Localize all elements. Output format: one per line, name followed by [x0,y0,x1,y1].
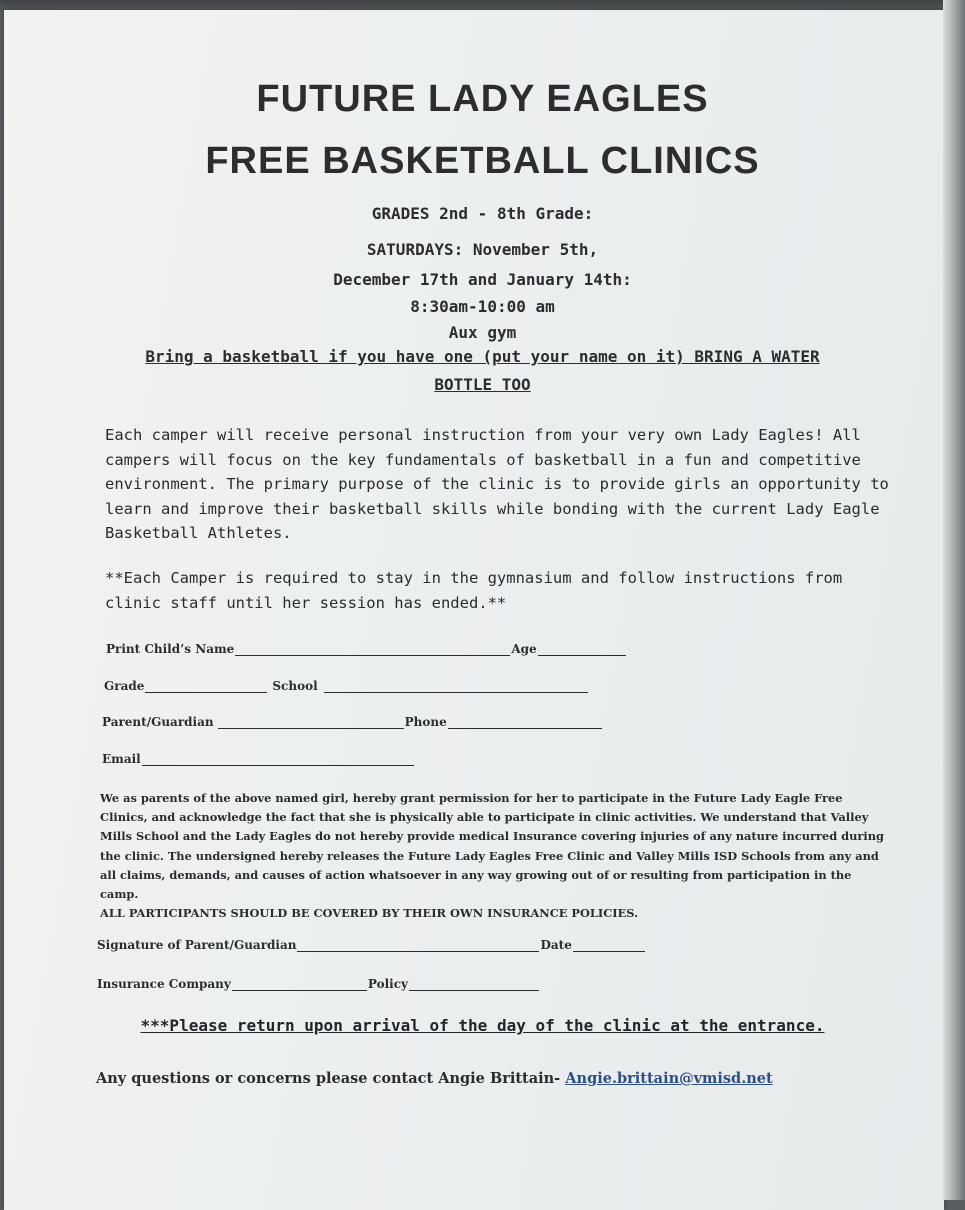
grades-text: GRADES 2nd - 8th Grade: [371,204,594,223]
bring-note-line1: Bring a basketball if you have one (put your name on it) BRING A WATER [145,347,820,366]
signature-date-row [97,938,646,952]
permission-waiver [100,789,890,923]
rule-line: **Each Camper is required to stay in the gymnasium and follow instructions from [105,569,843,587]
email-line[interactable] [142,753,414,766]
description-line: environment. The primary purpose of the clinic is to provide girls an opportunity to [105,475,889,493]
contact-line [96,1070,773,1087]
phone-line[interactable] [448,716,602,729]
policy-line[interactable] [409,978,539,991]
insurance-line[interactable] [232,978,367,991]
grade-label: Grade [104,679,145,693]
date-line[interactable] [573,939,645,952]
saturdays-text: SATURDAYS: November 5th, [366,240,599,259]
age-line[interactable] [538,643,626,656]
time-text: 8:30am-10:00 am [410,297,555,316]
waiver-text: We as parents of the above named girl, hereby grant permission for her to participate in the Future Lady Eagle Free Clinics, and acknowledge the fact that she is physically able to participate in clinic activities. We understand that Valley Mills School and the Lady Eagles do not hereby provide medical Insurance covering injuries of any nature incurred during the clinic. The undersigned hereby releases the Future Lady Eagles Free Clinic and Valley Mills ISD Schools from any and all claims, demands, and causes of action whatsoever in any way growing out of or resulting from participation in the camp. [100,791,884,902]
child-name-line[interactable] [235,643,510,656]
parent-line[interactable] [218,716,404,729]
email-row [102,752,415,766]
contact-text: Any questions or concerns please contact Angie Brittain- [96,1070,561,1087]
insurance-requirement: ALL PARTICIPANTS SHOULD BE COVERED BY THEIR OWN INSURANCE POLICIES. [100,906,639,921]
policy-label: Policy [367,977,408,991]
dates-text: December 17th and January 14th: [333,270,632,289]
date-label: Date [540,938,572,952]
child-name-row [106,642,627,656]
age-label: Age [511,642,537,656]
school-line[interactable] [324,680,588,693]
description-paragraph [105,423,889,546]
signature-label: Signature of Parent/Guardian [97,938,297,952]
parent-label: Parent/Guardian [102,715,214,729]
parent-phone-row [102,715,603,729]
camper-rule-paragraph [105,566,842,615]
description-line: campers will focus on the key fundamentals of basketball in a fun and competitive [105,450,861,469]
rule-line: clinic staff until her session has ended.** [105,593,507,612]
email-label: Email [102,752,141,766]
grade-line[interactable] [145,680,267,693]
grade-school-row [104,679,589,693]
bring-note-line2: BOTTLE TOO [434,375,531,394]
description-line: learn and improve their basketball skills while bonding with the current Lady Eagle [105,499,880,518]
insurance-label: Insurance Company [97,977,231,991]
return-note: ***Please return upon arrival of the day of the clinic at the entrance. [140,1016,825,1035]
school-label: School [272,679,318,693]
insurance-policy-row [97,977,540,991]
phone-label: Phone [404,715,447,729]
signature-line[interactable] [297,939,539,952]
flyer-title-line2: FREE BASKETBALL CLINICS [205,140,760,182]
contact-email-link[interactable]: Angie.brittain@vmisd.net [565,1070,773,1087]
description-line: Basketball Athletes. [105,524,292,542]
description-line: Each camper will receive personal instruction from your very own Lady Eagles! All [105,426,861,444]
location-text: Aux gym [448,323,517,342]
child-name-label: Print Child’s Name [106,642,235,656]
flyer-title-line1: FUTURE LADY EAGLES [256,78,709,120]
